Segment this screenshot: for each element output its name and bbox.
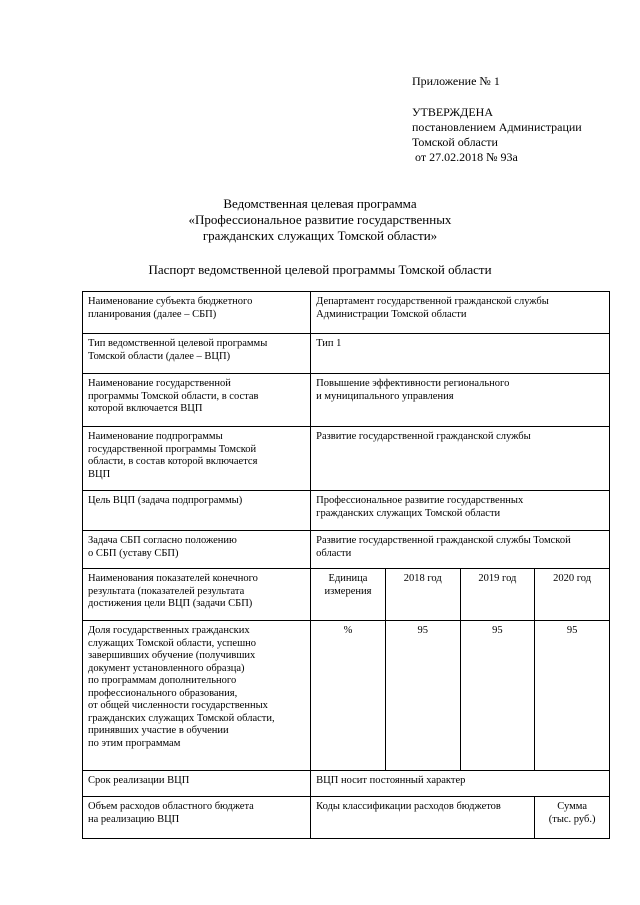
row-label (83, 292, 311, 334)
term-row (83, 771, 610, 797)
cell-text: Доля государственных гражданских (88, 625, 250, 636)
row-label (83, 374, 311, 427)
cell-text: гражданских служащих Томской области (316, 507, 501, 519)
cell-text: Тип 1 (316, 338, 342, 349)
appendix-number: Приложение № 1 (412, 74, 500, 88)
row-value (311, 491, 610, 531)
cell-text: Департамент государственной гражданской службы (316, 296, 549, 307)
cell-text: государственной программы Томской (88, 443, 257, 455)
row-label (83, 531, 311, 569)
cell-text: достижения цели ВЦП (задачи СБП) (88, 598, 253, 609)
approved-label: УТВЕРЖДЕНА (412, 105, 494, 119)
indicators-header-label (83, 569, 311, 621)
table-row (83, 427, 610, 491)
budget-row (83, 797, 610, 839)
cell-text: которой включается ВЦП (88, 403, 203, 414)
passport-title: Паспорт ведомственной целевой программы Томской области (148, 262, 492, 277)
row-value (311, 531, 610, 569)
cell-text: Наименование государственной (88, 378, 231, 389)
year-2020-header: 2020 год (535, 569, 610, 621)
cell-text: Наименование подпрограммы (88, 431, 223, 442)
cell-text: планирования (далее – СБП) (88, 308, 217, 320)
cell-text: Наименование субъекта бюджетного (88, 296, 253, 307)
cell-text: области, в состав которой включается (88, 456, 258, 467)
approval-block (412, 74, 582, 165)
row-value (311, 374, 610, 427)
cell-text: служащих Томской области, успешно (88, 637, 257, 649)
cell-text: Развитие государственной гражданской службы (316, 431, 531, 442)
unit-header (311, 569, 386, 621)
budget-label (83, 797, 311, 839)
cell-text: Цель ВЦП (задача подпрограммы) (88, 495, 243, 506)
table-row (83, 334, 610, 374)
indicator-value-2019: 95 (460, 621, 535, 771)
cell-text: результата (показателей результата (88, 585, 245, 597)
indicator-row (83, 621, 610, 771)
row-value (311, 427, 610, 491)
title-line-3: гражданских служащих Томской области» (202, 228, 438, 243)
indicator-value-2018: 95 (385, 621, 460, 771)
cell-text: гражданских служащих Томской области, (88, 712, 275, 724)
cell-text: Администрации Томской области (316, 308, 467, 320)
cell-text: Сумма (557, 801, 587, 812)
table-row (83, 531, 610, 569)
passport-table (82, 291, 610, 839)
cell-text: по программам дополнительного (88, 675, 237, 686)
indicator-unit: % (311, 621, 386, 771)
cell-text: Объем расходов областного бюджета (88, 801, 254, 812)
cell-text: Развитие государственной гражданской службы Томской (316, 535, 571, 546)
term-label: Срок реализации ВЦП (83, 771, 311, 797)
title-line-2: «Профессиональное развитие государственных (188, 212, 452, 227)
cell-text: документ установленного образца) (88, 662, 245, 674)
approved-by-region: Томской области (412, 135, 498, 149)
budget-sum-header (535, 797, 610, 839)
year-2019-header: 2019 год (460, 569, 535, 621)
row-label (83, 491, 311, 531)
indicator-value-2020: 95 (535, 621, 610, 771)
cell-text: программы Томской области, в состав (88, 390, 259, 402)
row-value (311, 334, 610, 374)
indicators-header-row (83, 569, 610, 621)
table-row (83, 491, 610, 531)
cell-text: области (316, 547, 352, 559)
cell-text: Наименования показателей конечного (88, 573, 258, 584)
cell-text: от общей численности государственных (88, 700, 268, 711)
cell-text: профессионального образования, (88, 687, 238, 699)
indicator-label (83, 621, 311, 771)
cell-text: и муниципального управления (316, 390, 454, 402)
title-line-1: Ведомственная целевая программа (223, 196, 417, 211)
cell-text: завершивших обучение (получивших (88, 650, 256, 661)
spacer (412, 89, 582, 105)
term-value: ВЦП носит постоянный характер (311, 771, 610, 797)
row-label (83, 334, 311, 374)
cell-text: о СБП (уставу СБП) (88, 547, 179, 559)
row-value (311, 292, 610, 334)
cell-text: принявших участие в обучении (88, 725, 229, 736)
table-row (83, 292, 610, 334)
cell-text: Тип ведомственной целевой программы (88, 338, 268, 349)
approval-date: от 27.02.2018 № 93а (412, 150, 518, 164)
cell-text: Единица (328, 573, 368, 584)
cell-text: (тыс. руб.) (548, 813, 596, 825)
program-title (0, 196, 640, 244)
table-row (83, 374, 610, 427)
cell-text: на реализацию ВЦП (88, 813, 180, 825)
cell-text: Задача СБП согласно положению (88, 535, 237, 546)
budget-codes: Коды классификации расходов бюджетов (311, 797, 535, 839)
year-2018-header: 2018 год (385, 569, 460, 621)
row-label (83, 427, 311, 491)
cell-text: ВЦП (88, 468, 111, 480)
cell-text: измерения (324, 585, 372, 597)
cell-text: Профессиональное развитие государственных (316, 495, 524, 506)
approved-by-line: постановлением Администрации (412, 120, 582, 134)
cell-text: Томской области (далее – ВЦП) (88, 350, 231, 362)
cell-text: по этим программам (88, 737, 181, 749)
cell-text: Повышение эффективности регионального (316, 378, 510, 389)
